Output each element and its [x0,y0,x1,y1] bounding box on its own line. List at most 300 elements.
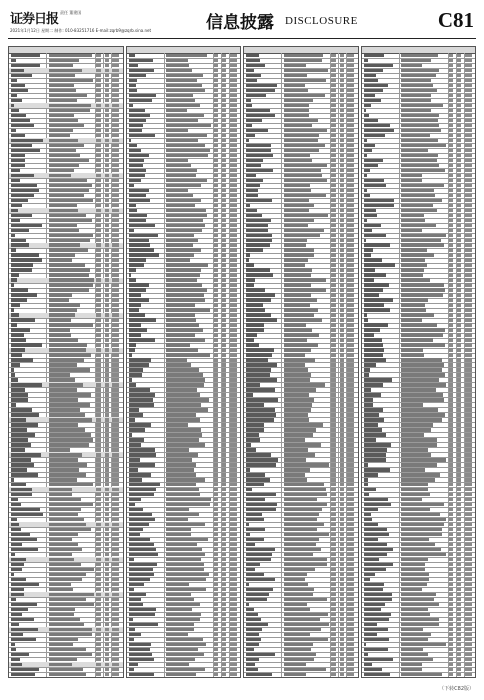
table-cell-text [96,54,101,57]
table-cell-text [222,268,226,271]
table-cell-text [129,538,150,541]
table-cell-text [465,613,472,616]
table-cell-text [105,239,109,242]
table-cell-text [214,84,219,87]
table-cell-text [364,348,384,351]
table-cell-text [331,343,336,346]
table-cell-text [49,348,87,351]
table-cell-text [214,323,219,326]
table-cell-text [401,353,423,356]
table-cell-text [347,568,354,571]
table-cell-text [364,104,371,107]
table-cell-text [465,263,472,266]
table-cell-text [457,174,461,177]
table-cell-text [246,129,268,132]
table-cell-text [129,129,142,132]
table-cell-text [96,253,101,256]
table-cell-text [340,628,344,631]
table-cell-text [331,553,336,556]
table-cell-text [105,219,109,222]
table-cell-text [340,268,344,271]
table-cell-text [11,283,14,286]
table-cell-text [246,333,257,336]
table-cell-text [105,79,109,82]
table-cell-text [457,69,461,72]
table-cell-text [340,144,344,147]
table-cell-text [214,273,219,276]
table-cell-text [331,263,336,266]
table-cell-text [129,493,154,496]
table-cell-text [465,668,472,671]
table-cell-text [364,253,371,256]
table-cell-text [457,498,461,501]
table-cell-text [449,318,454,321]
table-cell-text [347,633,354,636]
table-cell-text [96,288,101,291]
table-cell-text [214,603,219,606]
table-cell-text [331,79,336,82]
table-cell-text [230,169,237,172]
table-cell-text [11,318,35,321]
table-cell-text [222,433,226,436]
table-cell-text [246,199,272,202]
table-cell-text [230,563,237,566]
table-cell-text [347,69,354,72]
table-cell-text [214,568,219,571]
table-cell-text [214,104,219,107]
table-cell-text [347,258,354,261]
table-cell-text [331,338,336,341]
table-cell-text [457,308,461,311]
table-cell-text [364,648,388,651]
table-cell-text [347,253,354,256]
table-cell-text [166,608,192,611]
table-cell-text [49,69,82,72]
table-cell-text [129,483,160,486]
table-cell-text [284,638,328,641]
table-cell-text [105,338,109,341]
table-cell-text [331,114,336,117]
table-cell-text [112,273,119,276]
table-cell-text [331,493,336,496]
table-cell-text [465,458,472,461]
table-cell-text [214,633,219,636]
table-cell-text [347,288,354,291]
table-cell-text [112,503,119,506]
table-cell-text [284,368,308,371]
table-cell-text [364,328,380,331]
table-cell-text [222,134,226,137]
table-cell-text [401,114,439,117]
table-cell-text [11,224,42,227]
table-cell-text [11,338,26,341]
table-cell-text [105,458,109,461]
table-cell-text [49,513,78,516]
table-cell-text [457,543,461,546]
table-cell-text [214,403,219,406]
table-cell-text [222,99,226,102]
table-cell-text [11,343,42,346]
table-cell-text [465,134,472,137]
table-cell-text [105,538,109,541]
table-cell-text [96,59,101,62]
table-cell-text [457,343,461,346]
table-cell-text [129,273,132,276]
table-cell-text [166,408,208,411]
table-cell-text [449,64,454,67]
table-cell-text [401,273,423,276]
table-cell-text [11,278,17,281]
table-cell-text [214,488,219,491]
table-cell-text [340,508,344,511]
table-cell-text [457,653,461,656]
table-cell-text [331,159,336,162]
table-cell-text [112,333,119,336]
table-cell-text [347,54,354,57]
table-cell-text [49,104,91,107]
table-cell-text [49,558,74,561]
table-cell-text [364,303,384,306]
table-cell-text [465,109,472,112]
table-cell-text [96,169,101,172]
table-cell-text [112,303,119,306]
table-cell-text [11,548,38,551]
table-cell-text [49,328,70,331]
table-cell-text [230,109,237,112]
table-cell-text [449,613,454,616]
table-cell-text [222,283,226,286]
table-cell-text [284,663,306,666]
table-cell-text [331,388,336,391]
table-cell-text [166,278,197,281]
table-cell-text [105,318,109,321]
table-cell-text [129,418,136,421]
table-cell-text [222,638,226,641]
table-cell-text [230,343,237,346]
table-cell-text [340,588,344,591]
table-cell-text [331,498,336,501]
table-cell-text [457,413,461,416]
table-cell-text [230,618,237,621]
table-cell-text [222,488,226,491]
table-cell-text [222,234,226,237]
table-cell-text [449,513,454,516]
table-cell-text [96,333,101,336]
table-cell-text [166,204,195,207]
table-cell-text [214,508,219,511]
table-cell-text [112,293,119,296]
table-cell-text [49,603,94,606]
table-cell-text [246,558,271,561]
table-cell-text [230,348,237,351]
table-cell-text [340,234,344,237]
table-cell-text [465,578,472,581]
table-cell-text [222,388,226,391]
table-cell-text [222,104,226,107]
table-cell-text [246,79,257,82]
table-cell-text [49,368,90,371]
table-cell-text [331,293,336,296]
table-cell-text [105,478,109,481]
table-cell-text [11,598,16,601]
table-cell-text [340,368,344,371]
table-cell-text [96,164,101,167]
table-cell-text [49,453,82,456]
table-cell-text [457,403,461,406]
table-cell-text [129,558,134,561]
table-cell-text [457,453,461,456]
table-cell-text [347,623,354,626]
table-cell-text [11,668,39,671]
table-cell-text [49,648,86,651]
table-cell-text [364,388,371,391]
table-cell-text [230,673,237,676]
table-cell-text [401,668,422,671]
table-cell-text [401,478,434,481]
table-cell-text [457,493,461,496]
table-cell-text [457,598,461,601]
table-cell-text [364,283,389,286]
table-cell-text [49,144,84,147]
table-cell-text [331,633,336,636]
table-cell-text [105,358,109,361]
table-cell-text [214,348,219,351]
table-cell-text [129,498,141,501]
table-cell-text [11,303,20,306]
table-cell-text [96,523,101,526]
table-cell-text [331,119,336,122]
table-cell-text [11,383,42,386]
table-cell-text [49,468,79,471]
table-cell-text [449,248,454,251]
table-cell-text [105,114,109,117]
table-cell-text [222,553,226,556]
table-cell-text [331,448,336,451]
table-cell-text [401,164,439,167]
table-column-1 [8,46,124,678]
table-cell-text [246,144,270,147]
table-cell-text [96,623,101,626]
table-cell-text [347,483,354,486]
table-cell-text [96,553,101,556]
table-cell-text [364,523,378,526]
table-cell-text [222,258,226,261]
table-cell-text [331,273,336,276]
table-cell-text [96,114,101,117]
table-cell-text [112,418,119,421]
table-cell-text [347,189,354,192]
table-cell-text [465,598,472,601]
table-cell-text [457,224,461,227]
table-cell-text [49,313,76,316]
table-cell-text [347,583,354,586]
table-cell-text [112,428,119,431]
table-cell-text [284,643,314,646]
table-cell-text [284,59,323,62]
table-cell-text [284,124,313,127]
table-cell-text [222,64,226,67]
table-cell-text [246,398,277,401]
table-cell-text [449,373,454,376]
table-cell-text [96,293,101,296]
table-cell-text [230,219,237,222]
table-cell-text [166,578,206,581]
table-cell-text [222,154,226,157]
table-cell-text [465,184,472,187]
table-cell-text [449,129,454,132]
table-cell-text [457,109,461,112]
table-cell-text [96,129,101,132]
table-cell-text [340,318,344,321]
table-cell-text [49,498,81,501]
table-cell-text [347,418,354,421]
table-cell-text [214,673,219,676]
table-cell-text [11,443,31,446]
newspaper-logo: 证券日报 [10,12,59,27]
table-cell-text [347,558,354,561]
table-cell-text [214,169,219,172]
table-cell-text [364,358,386,361]
table-cell-text [112,89,119,92]
table-cell-text [449,468,454,471]
table-cell-text [230,538,237,541]
table-cell-text [96,468,101,471]
table-cell-text [457,139,461,142]
table-cell-text [347,373,354,376]
table-cell-text [401,458,445,461]
table-cell-text [222,563,226,566]
table-cell-text [284,89,308,92]
table-cell-text [457,588,461,591]
table-cell-text [246,358,268,361]
table-cell-text [284,298,317,301]
table-cell-text [112,643,119,646]
table-cell-text [401,278,430,281]
table-cell-text [214,114,219,117]
table-cell-text [284,573,307,576]
table-cell-text [331,468,336,471]
table-cell-text [364,663,372,666]
table-cell-text [331,348,336,351]
table-cell-text [230,568,237,571]
table-cell-text [49,219,92,222]
table-cell-text [112,413,119,416]
table-cell-text [49,174,71,177]
table-cell-text [214,313,219,316]
table-cell-text [246,54,259,57]
table-cell-text [340,109,344,112]
table-cell-text [222,448,226,451]
table-cell-text [284,538,319,541]
table-cell-text [166,588,206,591]
table-cell-text [230,214,237,217]
table-cell-text [49,568,94,571]
table-cell-text [284,473,305,476]
table-cell-text [49,234,93,237]
table-column-3 [243,46,359,678]
table-cell-text [246,298,271,301]
table-cell-text [96,79,101,82]
table-cell-text [457,94,461,97]
table-cell-text [465,243,472,246]
table-cell-text [465,448,472,451]
table-cell-text [364,373,369,376]
table-cell-text [331,278,336,281]
table-cell-text [96,443,101,446]
table-cell-text [457,169,461,172]
table-cell-text [284,458,307,461]
table-cell-text [449,653,454,656]
table-cell-text [364,583,384,586]
table-cell-text [214,373,219,376]
table-cell-text [340,164,344,167]
table-cell-text [166,59,188,62]
table-cell-text [49,668,84,671]
table-cell-text [457,229,461,232]
table-cell-text [465,59,472,62]
table-cell-text [246,288,265,291]
table-cell-text [11,403,15,406]
table-row [362,672,476,678]
table-cell-text [449,219,454,222]
table-cell-text [214,558,219,561]
table-cell-text [105,413,109,416]
table-cell-text [401,328,445,331]
table-cell-text [284,378,310,381]
table-cell-text [105,408,109,411]
table-cell-text [49,298,69,301]
table-cell-text [105,343,109,346]
table-cell-text [222,508,226,511]
table-cell-text [364,558,380,561]
table-cell-text [166,134,207,137]
table-cell-text [105,179,109,182]
table-cell-text [449,533,454,536]
table-cell-text [166,378,205,381]
table-cell-text [49,99,77,102]
table-cell-text [222,243,226,246]
table-cell-text [214,563,219,566]
table-cell-text [112,568,119,571]
table-cell-text [347,348,354,351]
table-cell-text [465,268,472,271]
table-cell-text [96,348,101,351]
table-cell-text [49,139,78,142]
table-cell-text [112,398,119,401]
table-cell-text [449,89,454,92]
table-cell-text [11,139,43,142]
table-cell-text [284,189,311,192]
table-cell-text [96,358,101,361]
table-cell-text [364,204,394,207]
table-cell-text [347,303,354,306]
table-cell-text [284,488,326,491]
table-cell-text [214,593,219,596]
table-cell-text [449,403,454,406]
table-cell-text [105,348,109,351]
table-cell-text [347,453,354,456]
table-cell-text [457,283,461,286]
table-cell-text [457,473,461,476]
table-cell-text [11,234,14,237]
table-cell-text [112,318,119,321]
table-cell-text [49,84,74,87]
table-cell-text [214,109,219,112]
table-cell-text [284,328,312,331]
table-cell-text [364,618,390,621]
table-cell-text [465,408,472,411]
table-cell-text [246,418,274,421]
